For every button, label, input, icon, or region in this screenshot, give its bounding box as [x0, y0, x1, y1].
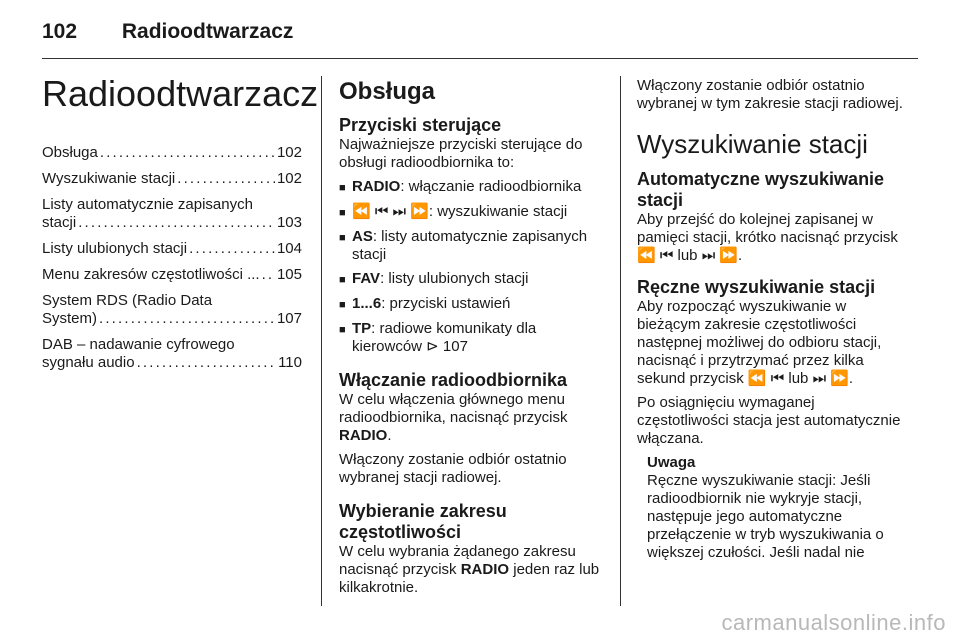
column-divider-2: [620, 76, 621, 606]
page-number: 102: [42, 20, 78, 43]
radio-key: RADIO: [339, 427, 388, 444]
note-title: Uwaga: [647, 454, 696, 471]
bullet-square-icon: ■: [339, 299, 346, 311]
list-item-body: [352, 320, 607, 356]
column-divider-1: [321, 76, 322, 606]
button-key: FAV: [352, 270, 381, 287]
paragraph-top: Włączony zostanie odbiór ostatnio wybranej w tym zakresie stacji radiowej.: [637, 77, 903, 112]
button-key: TP: [352, 320, 372, 337]
list-item-text: : listy automatycznie zapisanych stacji: [352, 228, 588, 263]
running-title: Radioodtwarzacz: [121, 20, 294, 43]
page-header: [42, 20, 293, 44]
table-of-contents: [42, 144, 302, 372]
toc-entry-line: System RDS (Radio Data: [42, 292, 213, 309]
chapter-title: Radioodtwarzacz: [42, 73, 319, 114]
toc-page-number: 107: [276, 310, 302, 327]
button-key: RADIO: [352, 178, 401, 195]
list-item-body: [352, 203, 567, 222]
toc-entry-title: System): [42, 310, 98, 327]
toc-entry-line: DAB – nadawanie cyfrowego: [42, 336, 235, 353]
paragraph-wybieranie-text: W celu wybrania żądanego zakresu nacisnąć przycisk: [339, 543, 576, 578]
toc-entry[interactable]: [42, 336, 302, 372]
list-item-body: [352, 178, 581, 197]
paragraph-wlaczanie: [339, 391, 607, 445]
toc-entry[interactable]: [42, 240, 302, 258]
toc-page-number: 105: [276, 266, 302, 283]
heading-wybieranie: Wybieranie zakresu częstotliwości: [339, 501, 507, 542]
list-item-text: ⏪ ⏮ ⏭ ⏩: wyszukiwanie stacji: [352, 203, 568, 220]
toc-entry[interactable]: [42, 292, 302, 328]
paragraph-wybieranie-end: jeden raz lub kilkakrotnie.: [339, 561, 600, 596]
heading-reczne: Ręczne wyszukiwanie stacji: [637, 277, 876, 297]
toc-leader-dots: [177, 170, 275, 188]
intro-paragraph: Najważniejsze przyciski sterujące do obsługi radioodbiornika to:: [339, 136, 583, 171]
toc-entry-title: Obsługa: [42, 144, 98, 161]
toc-entry[interactable]: [42, 196, 302, 232]
note-text: Ręczne wyszukiwanie stacji: Jeśli radioodbiornik nie wykryje stacji, następuje jego automatyczne przełączenie w tryb wyszukiwania o większej czułości. Jeśli nadal nie: [647, 472, 884, 561]
note-box: [647, 454, 909, 562]
bullet-square-icon: ■: [339, 207, 346, 219]
list-item-body: [352, 228, 607, 264]
list-item: [339, 320, 607, 356]
paragraph-reczne: Aby rozpocząć wyszukiwanie w bieżącym zakresie częstotliwości następnej możliwej do odbioru stacji, nacisnąć i przytrzymać przez kilka sekund przycisk ⏪ ⏮ lub ⏭ ⏩.: [637, 298, 882, 387]
paragraph-wlaczony: Włączony zostanie odbiór ostatnio wybranej stacji radiowej.: [339, 451, 567, 486]
list-item-body: [352, 270, 528, 289]
paragraph-wybieranie: [339, 543, 607, 597]
paragraph-po: Po osiągnięciu wymaganej częstotliwości stacja jest automatycznie włączana.: [637, 394, 901, 447]
list-item: [339, 228, 607, 264]
watermark: carmanualsonline.info: [721, 610, 946, 635]
header-rule: [42, 58, 918, 59]
toc-leader-dots: [100, 144, 275, 162]
list-item-text: : radiowe komunikaty dla kierowców ⊳ 107: [352, 320, 537, 355]
radio-key: RADIO: [460, 561, 510, 578]
list-item: [339, 203, 607, 222]
heading-automatyczne: Automatyczne wyszukiwanie stacji: [637, 169, 885, 210]
toc-entry-title: Wyszukiwanie stacji: [42, 170, 176, 187]
button-key: 1...6: [352, 295, 382, 312]
control-list: [339, 178, 607, 356]
toc-entry-title: sygnału audio: [42, 354, 135, 371]
toc-entry-title: Menu zakresów częstotliwości ...: [42, 266, 260, 283]
list-item: [339, 178, 607, 197]
bullet-square-icon: ■: [339, 324, 346, 336]
toc-page-number: 102: [276, 144, 302, 161]
toc-leader-dots: [262, 266, 275, 284]
list-item-text: : włączanie radioodbiornika: [400, 178, 582, 195]
toc-leader-dots: [78, 214, 275, 232]
paragraph-wlaczanie-end: .: [387, 427, 392, 444]
paragraph-automatyczne: Aby przejść do kolejnej zapisanej w pamięci stacji, krótko nacisnąć przycisk ⏪ ⏮ lub ⏭ ⏩.: [637, 211, 898, 264]
toc-column: [42, 73, 319, 372]
middle-column: [339, 78, 607, 597]
list-item-body: [352, 295, 510, 314]
heading-wlaczanie: Włączanie radioodbiornika: [339, 370, 568, 390]
heading-wyszukiwanie: Wyszukiwanie stacji: [637, 129, 868, 159]
paragraph-wlaczanie-text: W celu włączenia głównego menu radioodbiornika, nacisnąć przycisk: [339, 391, 568, 426]
list-item-text: : przyciski ustawień: [381, 295, 511, 312]
toc-leader-dots: [137, 354, 277, 372]
right-column: [637, 77, 909, 562]
toc-page-number: 104: [276, 240, 302, 257]
toc-entry-line: Listy automatycznie zapisanych: [42, 196, 253, 213]
bullet-square-icon: ■: [339, 232, 346, 244]
toc-leader-dots: [189, 240, 275, 258]
toc-leader-dots: [99, 310, 275, 328]
toc-entry[interactable]: [42, 144, 302, 162]
toc-page-number: 102: [276, 170, 302, 187]
toc-entry-title: Listy ulubionych stacji: [42, 240, 188, 257]
button-key: AS: [352, 228, 373, 245]
list-item-text: : listy ulubionych stacji: [380, 270, 529, 287]
toc-page-number: 110: [278, 354, 302, 371]
bullet-square-icon: ■: [339, 274, 346, 286]
heading-obsluga: Obsługa: [339, 78, 436, 105]
toc-entry[interactable]: [42, 266, 302, 284]
toc-entry-title: stacji: [42, 214, 77, 231]
toc-entry[interactable]: [42, 170, 302, 188]
toc-page-number: 103: [276, 214, 302, 231]
list-item: [339, 295, 607, 314]
list-item: [339, 270, 607, 289]
bullet-square-icon: ■: [339, 182, 346, 194]
heading-przyciski: Przyciski sterujące: [339, 115, 502, 135]
